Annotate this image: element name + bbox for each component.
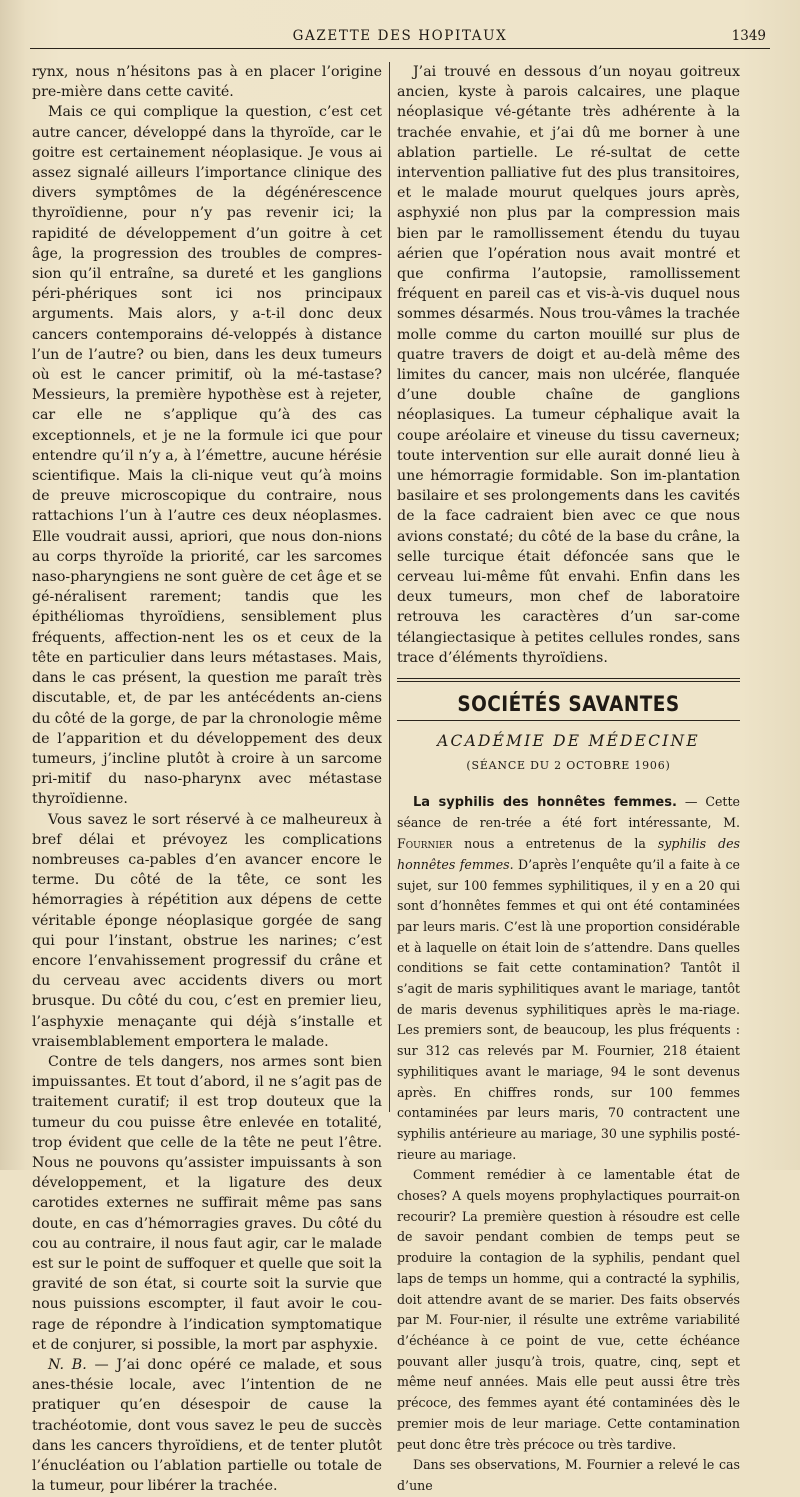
nb-paragraph <box>32 1355 382 1496</box>
paragraph: J’ai trouvé en dessous d’un noyau goitreux ancien, kyste à parois calcaires, une plaque néoplasique vé-gétante très adhérente à la trachée envahie, et j’ai dû me borner à une ablation partielle. Le ré-sultat de cette intervention palliative fut des plus transitoires, et le malade mourut quelques jours après, asphyxié non plus par la compression mais bien par le ramollissement étendu du tuyau aérien que l’opération nous avait montré et que confirma l’autopsie, ramollissement fréquent en pareil cas et vis-à-vis duquel nous sommes désarmés. Nous trou-vâmes la trachée molle comme du carton mouillé sur plus de quatre travers de doigt et au-delà même des limites du cancer, mais non ulcérée, flanquée d’une double chaîne de ganglions néoplasiques. La tumeur céphalique avait la coupe aréolaire et vineuse du tissu caverneux; toute intervention sur elle aurait donné lieu à une hémorragie formidable. Son im-plantation basilaire et ses prolongements dans les cavités de la face cadraient bien avec ce que nous avions constaté; du côté de la base du crâne, la selle turcique était défoncée sans que le cerveau lui-même fût envahi. Enfin dans les deux tumeurs, mon chef de laboratoire retrouva les caractères d’un sar-come télangiectasique à petites cellules rondes, sans trace d’éléments thyroïdiens. <box>397 64 740 666</box>
article-title: La syphilis des honnêtes femmes. <box>413 794 677 810</box>
paragraph <box>397 792 740 1166</box>
paragraph: Contre de tels dangers, nos armes sont bien impuissantes. Et tout d’abord, il ne s’agit pas de traitement curatif; il est trop douteux que la tumeur du cou puisse être enlevée en totalité, trop évident que celle de la tête ne peut l’être. Nous ne pouvons qu’assister impuissants à son développement, et la ligature des deux carotides externes ne suffirait même pas sans doute, en cas d’hémorragies graves. Du côté du cou au contraire, il nous faut agir, car le malade est sur le point de suffoquer et quelle que soit la gravité de son état, si courte soit la survie que nous puissions escompter, il faut avoir le cou-rage de répondre à l’indication symptomatique et de conjurer, si possible, la mort par asphyxie. <box>32 1053 382 1353</box>
nb-label: N. B. <box>48 1357 87 1373</box>
session-date: (SÉANCE DU 2 OCTOBRE 1906) <box>466 758 671 772</box>
paragraph: Mais ce qui complique la question, c’est cet autre cancer, développé dans la thyroïde, car le goitre est certainement néoplasique. Je vous ai assez signalé ailleurs l’importance clinique des divers symptômes de la dégénérescence thyroïdienne, pour n’y pas revenir ici; la rapidité de développement d’un goitre à cet âge, la progression des troubles de compres-sion qu’il entraîne, sa dureté et les ganglions péri-phériques sont ici nos principaux arguments. Mais alors, y a-t-il donc deux cancers contemporains dé-veloppés à distance l’un de l’autre? ou bien, dans les deux tumeurs où est le cancer primitif, où la mé-tastase? Messieurs, la première hypothèse est à rejeter, car elle ne s’applique qu’à des cas exceptionnels, et je ne la formule ici que pour entendre qu’il n’y a, à l’émettre, aucune hérésie scientifique. Mais la cli-nique veut qu’à moins de preuve microscopique du contraire, nous rattachions l’un à l’autre ces deux néoplasmes. Elle voudrait aussi, apriori, que nous don-nions au corps thyroïde la priorité, car les sarcomes naso-pharyngiens ne sont guère de cet âge et se gé-néralisent rarement; tandis que les épithéliomas thyroïdiens, sensiblement plus fréquents, affection-nent les os et ceux de la tête en particulier dans leurs métastases. Mais, dans le cas présent, la question me paraît très discutable, et, de par les antécédents an-ciens du côté de la gorge, de par la chronologie même de l’apparition et du développement des deux tumeurs, j’incline plutôt à croire à un sarcome pri-mitif du naso-pharynx avec métastase thyroïdienne. <box>32 104 382 808</box>
header-rule <box>30 48 770 49</box>
academy-report <box>397 792 740 1497</box>
left-column <box>32 62 382 1495</box>
paragraph: rynx, nous n’hésitons pas à en placer l’origine pre-mière dans cette cavité. <box>32 64 382 101</box>
author-name: Fournier <box>397 836 453 852</box>
text-run: nous a entretenus de la <box>452 836 658 852</box>
text-run: — Cette séance de ren-trée a été fort intéressante, M. <box>397 793 740 831</box>
section-divider <box>397 678 740 682</box>
page-header <box>30 26 770 50</box>
paragraph: Dans ses observations, M. Fournier a relevé le cas d’une <box>397 1457 740 1493</box>
journal-title: GAZETTE DES HOPITAUX <box>292 28 508 44</box>
nb-text: — J’ai donc opéré ce malade, et sous anes-thésie locale, avec l’intention de ne pratiquer qu’en désespoir de cause la trachéotomie, dont vous savez le peu de succès dans les cancers thyroïdiens, et de tenter plutôt l’énucléation ou l’ablation partielle ou totale de la tumeur, pour libérer la trachée. <box>32 1357 382 1495</box>
paragraph: Vous savez le sort réservé à ce malheureux à bref délai et prévoyez les complications nombreuses ca-pables d’en avancer encore le terme. Du côté de la tête, ce sont les hémorragies à répétition aux dépens de cette véritable éponge néoplasique gorgée de sang qui pour l’instant, obstrue les narines; c’est encore l’envahissement progressif du crâne et du cerveau avec accidents divers ou mort brusque. Du côté du cou, c’est en premier lieu, l’asphyxie menaçante qui déjà s’installe et vraisemblablement emportera le malade. <box>32 811 382 1050</box>
column-divider <box>389 62 390 1112</box>
section-title-rule <box>397 720 740 721</box>
paragraph: Comment remédier à ce lamentable état de choses? A quels moyens prophylactiques pourrait-on recourir? La première question à résoudre est celle de savoir pendant combien de temps peut se produire la contagion de la syphilis, pendant quel laps de temps un homme, qui a contracté la syphilis, doit attendre avant de se marier. Des faits observés par M. Four-nier, il résulte une extrême variabilité d’échéance à ce point de vue, cette échéance pouvant aller jusqu’à trois, quatre, cinq, sept et même neuf années. Mais elle peut aussi être très précoce, des femmes ayant été contaminées dès le premier mois de leur mariage. Cette contamination peut donc être très précoce ou très tardive. <box>397 1167 740 1452</box>
text-run: D’après l’enquête qu’il a faite à ce sujet, sur 100 femmes syphilitiques, il y en a 20 qui sont d’honnêtes femmes et qui ont été contaminées par leurs maris. C’est là une proportion considérable et à laquelle on était loin de s’attendre. Dans quelles conditions se fait cette contamination? Tantôt il s’agit de maris syphilitiques avant le mariage, tantôt de maris devenus syphilitiques après le ma-riage. Les premiers sont, de beaucoup, les plus fréquents : sur 312 cas relevés par M. Fournier, 218 étaient syphilitiques avant le mariage, 94 le sont devenus après. En chiffres ronds, sur 100 femmes contaminées par leurs maris, 70 contractent une syphilis antérieure au mariage, 30 une syphilis posté-rieure au mariage. <box>397 856 741 1162</box>
section-title: SOCIÉTÉS SAVANTES <box>457 692 680 717</box>
page-number: 1349 <box>731 28 766 44</box>
italic-title: syphilis des honnêtes femmes. <box>397 836 740 872</box>
academy-heading: ACADÉMIE DE MÉDECINE <box>437 732 700 751</box>
right-column <box>397 62 741 1493</box>
